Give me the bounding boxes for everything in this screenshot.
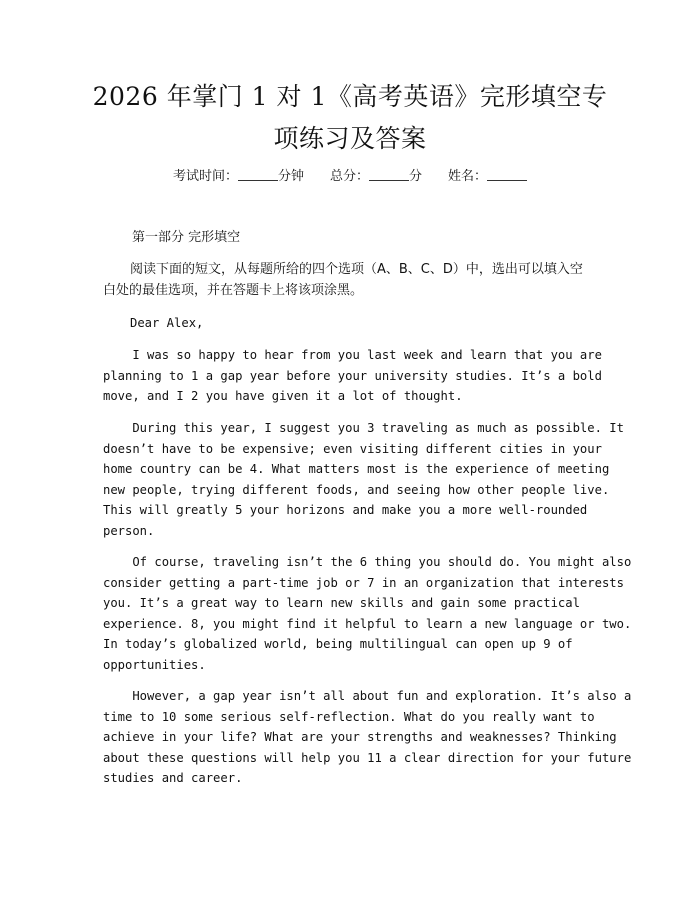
exam-score-label: 总分： <box>329 169 369 184</box>
exam-time-blank <box>238 168 278 181</box>
passage-line: planning to 1 a gap year before your university studies. It’s a bold <box>103 368 602 383</box>
passage-line: time to 10 some serious self-reflection. What do you really want to <box>103 709 595 724</box>
salutation: Dear Alex, <box>130 316 204 330</box>
passage-paragraph-4 <box>103 686 632 789</box>
exam-score-blank <box>369 168 409 181</box>
passage-line: doesn’t have to be expensive; even visiting different cities in your <box>103 441 602 456</box>
passage-line: about these questions will help you 11 a clear direction for your future <box>103 750 632 765</box>
instructions-line-1: 阅读下面的短文，从每题所给的四个选项（A、B、C、D）中，选出可以填入空 <box>130 262 583 277</box>
passage-line: This will greatly 5 your horizons and make you a more well-rounded <box>103 503 588 517</box>
instructions-line-2: 白处的最佳选项，并在答题卡上将该项涂黑。 <box>103 282 364 298</box>
exam-score-unit: 分 <box>409 169 423 184</box>
passage-line: move, and I 2 you have given it a lot of thought. <box>103 389 463 403</box>
exam-time-unit: 分钟 <box>277 169 304 184</box>
passage-line: new people, trying different foods, and seeing how other people live. <box>103 482 610 497</box>
exam-time-label: 考试时间： <box>172 169 238 184</box>
passage-line: I was so happy to hear from you last week and learn that you are <box>103 348 602 362</box>
passage-line: opportunities. <box>103 657 206 672</box>
passage-paragraph-1 <box>103 345 603 407</box>
passage-line: you. It’s a great way to learn new skills and gain some practical <box>103 596 580 610</box>
exam-name-label: 姓名： <box>448 169 488 184</box>
exam-info-row <box>0 166 700 188</box>
passage-line: However, a gap year isn’t all about fun and exploration. It’s also a <box>103 689 632 703</box>
exam-name-blank <box>487 168 527 181</box>
passage-line: During this year, I suggest you 3 traveling as much as possible. It <box>103 421 624 435</box>
passage-line: person. <box>103 523 155 538</box>
passage-paragraph-3 <box>103 552 632 675</box>
document-title-line-2: 项练习及答案 <box>273 124 427 153</box>
passage-line: consider getting a part-time job or 7 in an organization that interests <box>103 575 624 590</box>
section-heading: 第一部分 完形填空 <box>132 230 241 245</box>
document-title-line-1: 2026 年掌门 1 对 1《高考英语》完形填空专 <box>92 82 608 111</box>
passage-line: home country can be 4. What matters most is the experience of meeting <box>103 462 610 476</box>
passage-line: experience. 8, you might find it helpful to learn a new language or two. <box>103 616 632 631</box>
passage-paragraph-2 <box>103 418 624 541</box>
passage-line: studies and career. <box>103 771 243 785</box>
passage-line: In today’s globalized world, being multilingual can open up 9 of <box>103 637 573 651</box>
instructions-paragraph <box>103 260 603 301</box>
passage-line: achieve in your life? What are your strengths and weaknesses? Thinking <box>103 730 617 744</box>
passage-line: Of course, traveling isn’t the 6 thing you should do. You might also <box>103 555 632 569</box>
